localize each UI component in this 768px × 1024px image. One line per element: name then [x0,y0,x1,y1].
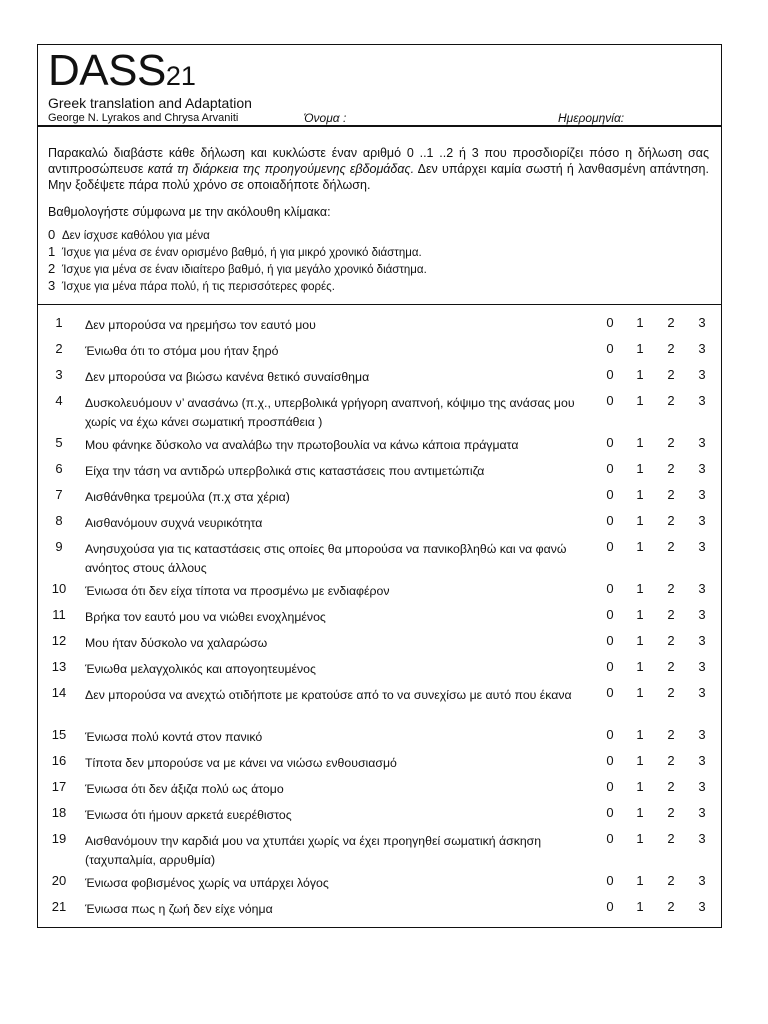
scale-line [48,261,427,278]
item-number: 16 [51,753,67,768]
item-text: Ένιωσα ότι δεν είχα τίποτα να προσμένω με ενδιαφέρον [85,584,390,598]
option-1[interactable]: 1 [636,727,644,742]
item-number: 11 [52,607,66,622]
name-field-label: Όνομα : [304,111,347,125]
section-divider [38,304,721,305]
option-2[interactable]: 2 [667,315,675,330]
date-field-label: Ημερομηνία: [558,111,625,125]
option-0[interactable]: 0 [606,753,614,768]
instructions [48,145,709,193]
option-2[interactable]: 2 [667,873,675,888]
option-1[interactable]: 1 [636,753,644,768]
subtitle: Greek translation and Adaptation [48,95,252,111]
option-2[interactable]: 2 [667,727,675,742]
option-3[interactable]: 3 [698,487,706,502]
option-1[interactable]: 1 [636,315,644,330]
option-2[interactable]: 2 [667,607,675,622]
option-3[interactable]: 3 [698,873,706,888]
option-2[interactable]: 2 [667,539,675,554]
option-3[interactable]: 3 [698,435,706,450]
option-3[interactable]: 3 [698,581,706,596]
option-3[interactable]: 3 [698,367,706,382]
option-0[interactable]: 0 [606,341,614,356]
item-number: 14 [51,685,67,700]
option-2[interactable]: 2 [667,341,675,356]
item-text: Δεν μπορούσα να ανεχτώ οτιδήποτε με κρατούσε από το να συνεχίσω με αυτό που έκανα [85,688,572,702]
option-2[interactable]: 2 [667,685,675,700]
option-3[interactable]: 3 [698,633,706,648]
option-2[interactable]: 2 [667,633,675,648]
option-0[interactable]: 0 [606,899,614,914]
option-1[interactable]: 1 [636,539,644,554]
item-text: Ένιωσα φοβισμένος χωρίς να υπάρχει λόγος [85,876,329,890]
scale-text: Ίσχυε για μένα σε έναν ορισμένο βαθμό, ή για μικρό χρονικό διάστημα. [62,247,422,259]
option-1[interactable]: 1 [636,393,644,408]
instructions-part2: Δεν υπάρχει καμία σωστή ή λανθασμένη απάντηση. Μην ξοδέψετε πάρα πολύ χρόνο σε οποιαδήποτε δήλωση. [48,162,709,192]
option-1[interactable]: 1 [636,461,644,476]
option-2[interactable]: 2 [667,487,675,502]
item-number: 18 [51,805,67,820]
option-1[interactable]: 1 [636,435,644,450]
item-text: Αισθανόμουν συχνά νευρικότητα [85,516,263,530]
option-1[interactable]: 1 [636,607,644,622]
option-3[interactable]: 3 [698,831,706,846]
option-1[interactable]: 1 [636,685,644,700]
item-number: 4 [55,393,63,408]
title-main: DASS [48,46,166,95]
title-sub: 21 [165,61,196,91]
option-2[interactable]: 2 [667,513,675,528]
item-text: Μου φάνηκε δύσκολο να αναλάβω την πρωτοβουλία να κάνω κάποια πράγματα [85,438,519,452]
option-2[interactable]: 2 [667,393,675,408]
option-3[interactable]: 3 [698,779,706,794]
item-text: Ένιωθα ότι το στόμα μου ήταν ξηρό [85,344,279,358]
option-1[interactable]: 1 [636,805,644,820]
option-0[interactable]: 0 [606,831,614,846]
instructions-emphasis: κατά τη διάρκεια της προηγούμενης εβδομάδας. [147,162,415,176]
item-text: Βρήκα τον εαυτό μου να νιώθει ενοχλημένος [85,610,326,624]
item-number: 15 [51,727,67,742]
option-0[interactable]: 0 [606,659,614,674]
option-3[interactable]: 3 [698,513,706,528]
scale-line [48,278,427,295]
item-number: 7 [55,487,63,502]
scale-number: 3 [48,278,56,293]
option-2[interactable]: 2 [667,805,675,820]
option-0[interactable]: 0 [606,367,614,382]
item-text: Ένιωθα μελαγχολικός και απογοητευμένος [85,662,316,676]
scale-intro: Βαθμολογήστε σύμφωνα με την ακόλουθη κλίμακα: [48,205,331,219]
option-2[interactable]: 2 [667,367,675,382]
item-number: 8 [55,513,63,528]
item-number: 19 [51,831,67,846]
option-1[interactable]: 1 [636,779,644,794]
option-3[interactable]: 3 [698,727,706,742]
option-1[interactable]: 1 [636,513,644,528]
option-1[interactable]: 1 [636,659,644,674]
scale-line [48,227,427,244]
item-number: 1 [55,315,63,330]
option-1[interactable]: 1 [636,367,644,382]
option-1[interactable]: 1 [636,487,644,502]
item-text: Δεν μπορούσα να ηρεμήσω τον εαυτό μου [85,318,316,332]
option-2[interactable]: 2 [667,779,675,794]
option-1[interactable]: 1 [636,899,644,914]
item-number: 20 [51,873,67,888]
option-0[interactable]: 0 [606,805,614,820]
scale-text: Ίσχυε για μένα σε έναν ιδιαίτερο βαθμό, ή για μεγάλο χρονικό διάστημα. [62,264,427,276]
option-0[interactable]: 0 [606,435,614,450]
authors: George N. Lyrakos and Chrysa Arvaniti [48,112,239,124]
item-text: Δυσκολευόμουν ν’ ανασάνω (π.χ., υπερβολικά γρήγορη αναπνοή, κόψιμο της ανάσας μου χωρίς να έχω κάνει σωματική προσπάθεια ) [85,396,575,429]
option-1[interactable]: 1 [636,873,644,888]
option-3[interactable]: 3 [698,393,706,408]
item-text: Τίποτα δεν μπορούσε να με κάνει να νιώσω ενθουσιασμό [85,756,397,770]
option-3[interactable]: 3 [698,753,706,768]
option-0[interactable]: 0 [606,581,614,596]
item-number: 17 [51,779,67,794]
scale-number: 0 [48,227,56,242]
option-0[interactable]: 0 [606,513,614,528]
option-2[interactable]: 2 [667,659,675,674]
item-text: Ένιωσα πως η ζωή δεν είχε νόημα [85,902,273,916]
item-text: Αισθάνθηκα τρεμούλα (π.χ στα χέρια) [85,490,290,504]
option-3[interactable]: 3 [698,341,706,356]
option-2[interactable]: 2 [667,461,675,476]
item-number: 10 [51,581,67,596]
scale-text: Δεν ίσχυσε καθόλου για μένα [62,230,210,242]
item-number: 6 [55,461,63,476]
header-divider [38,125,721,127]
option-2[interactable]: 2 [667,753,675,768]
item-number: 13 [51,659,67,674]
option-3[interactable]: 3 [698,539,706,554]
item-number: 12 [51,633,67,648]
option-0[interactable]: 0 [606,315,614,330]
option-0[interactable]: 0 [606,779,614,794]
questionnaire-frame [37,44,722,928]
item-text: Δεν μπορούσα να βιώσω κανένα θετικό συναίσθημα [85,370,370,384]
option-1[interactable]: 1 [636,633,644,648]
option-2[interactable]: 2 [667,831,675,846]
item-number: 5 [55,435,63,450]
option-1[interactable]: 1 [636,581,644,596]
option-1[interactable]: 1 [636,341,644,356]
instructions-part1: Παρακαλώ διαβάστε κάθε δήλωση και κυκλώστε έναν αριθμό 0 ..1 ..2 ή 3 που προσδιορίζει πόσο η δήλωση σας αντιπροσώπευσε [48,146,709,176]
title [48,46,196,95]
option-0[interactable]: 0 [606,607,614,622]
option-3[interactable]: 3 [698,315,706,330]
option-1[interactable]: 1 [636,831,644,846]
option-0[interactable]: 0 [606,727,614,742]
item-text: Αισθανόμουν την καρδιά μου να χτυπάει χωρίς να έχει προηγηθεί σωματική άσκηση (ταχυπαλμία, αρρυθμία) [85,834,542,867]
option-0[interactable]: 0 [606,539,614,554]
option-2[interactable]: 2 [667,581,675,596]
option-2[interactable]: 2 [667,435,675,450]
option-0[interactable]: 0 [606,461,614,476]
item-number: 21 [51,899,67,914]
scale-text: Ίσχυε για μένα πάρα πολύ, ή τις περισσότερες φορές. [62,281,335,293]
item-text: Ένιωσα ότι ήμουν αρκετά ευερέθιστος [85,808,292,822]
option-3[interactable]: 3 [698,607,706,622]
item-number: 9 [55,539,63,554]
option-0[interactable]: 0 [606,685,614,700]
option-3[interactable]: 3 [698,899,706,914]
scale-number: 2 [48,261,56,276]
item-text: Ανησυχούσα για τις καταστάσεις στις οποίες θα μπορούσα να πανικοβληθώ και να φανώ ανόητος στους άλλους [85,542,567,575]
option-3[interactable]: 3 [698,685,706,700]
scale-number: 1 [48,244,56,259]
item-text: Ένιωσα πολύ κοντά στον πανικό [85,730,263,744]
item-text: Ένιωσα ότι δεν άξιζα πολύ ως άτομο [85,782,284,796]
option-2[interactable]: 2 [667,899,675,914]
item-number: 3 [55,367,63,382]
option-0[interactable]: 0 [606,873,614,888]
item-text: Είχα την τάση να αντιδρώ υπερβολικά στις καταστάσεις που αντιμετώπιζα [85,464,485,478]
rating-scale [48,227,427,295]
option-0[interactable]: 0 [606,633,614,648]
option-0[interactable]: 0 [606,487,614,502]
option-3[interactable]: 3 [698,805,706,820]
option-0[interactable]: 0 [606,393,614,408]
item-number: 2 [55,341,63,356]
scale-line [48,244,427,261]
option-3[interactable]: 3 [698,461,706,476]
option-3[interactable]: 3 [698,659,706,674]
item-text: Μου ήταν δύσκολο να χαλαρώσω [85,636,268,650]
